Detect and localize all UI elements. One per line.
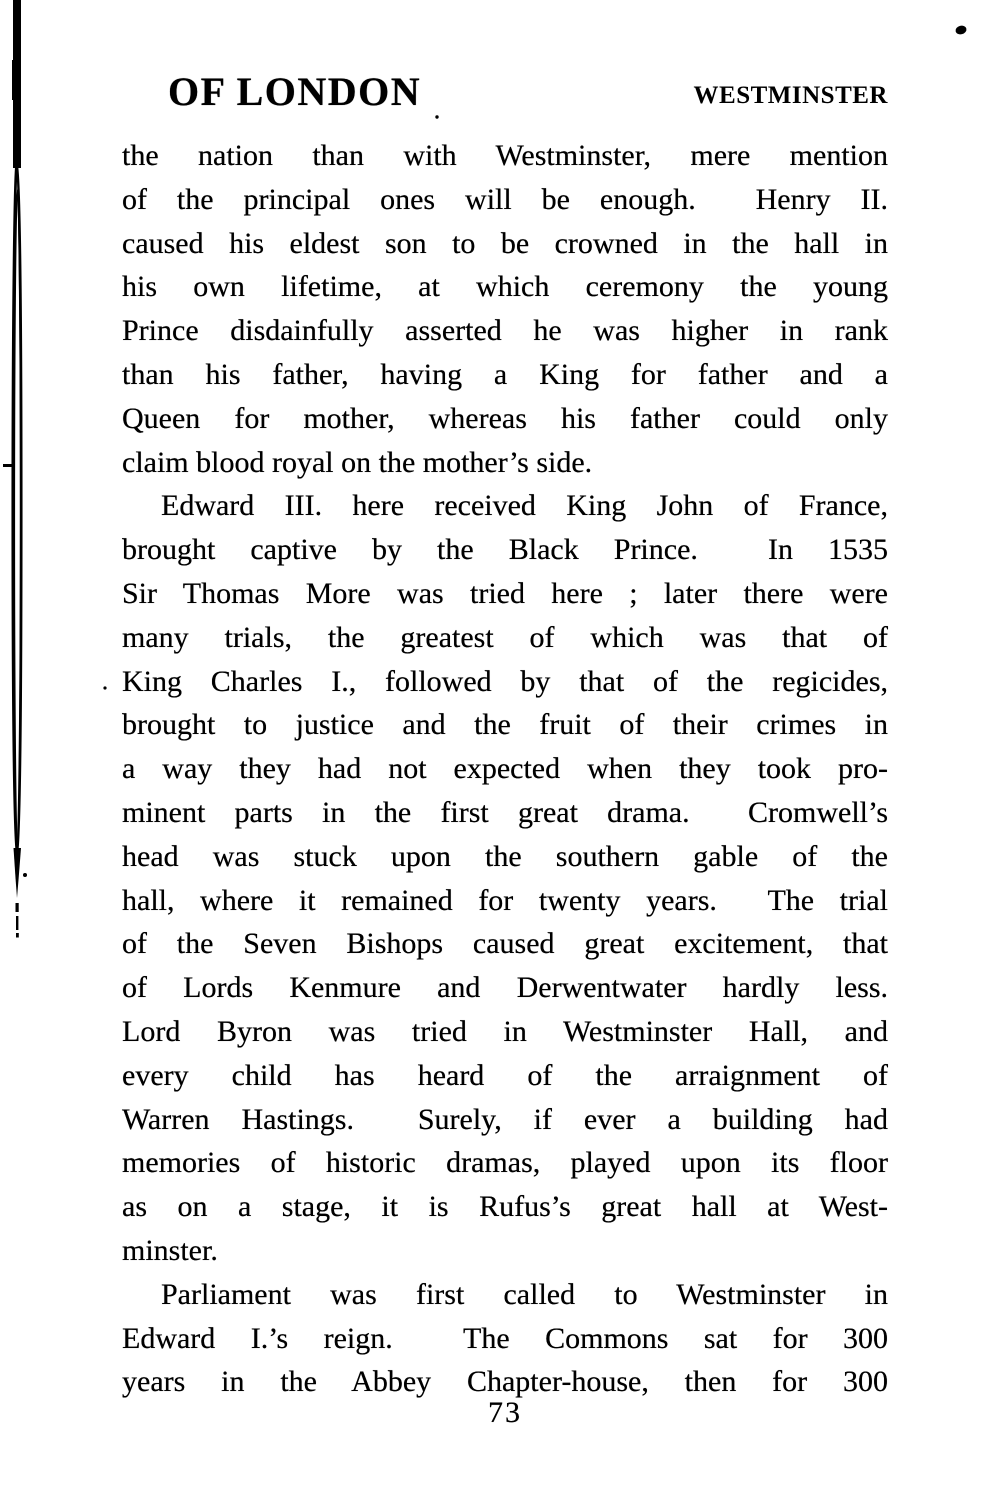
page-header-title: OF LONDON [168, 69, 422, 114]
text-line: Parliament was first called to Westminster in [161, 1277, 888, 1311]
text-line: as on a stage, it is Rufus’s great hall at West- [122, 1190, 888, 1224]
text-line: brought captive by the Black Prince. In 1535 [122, 533, 888, 567]
text-line: minster. [122, 1233, 218, 1267]
text-line: many trials, the greatest of which was that of [122, 620, 888, 654]
page-number: 73 [488, 1396, 522, 1429]
text-line: Edward I.’s reign. The Commons sat for 300 [122, 1321, 888, 1355]
text-line: than his father, having a King for father and a [122, 357, 888, 391]
paragraph [122, 1273, 888, 1404]
text-line: every child has heard of the arraignment of [122, 1058, 888, 1092]
text-line: caused his eldest son to be crowned in the hall in [122, 226, 888, 260]
text-line: Prince disdainfully asserted he was higher in rank [122, 314, 888, 348]
text-line: Queen for mother, whereas his father could only [122, 401, 888, 435]
text-line: Warren Hastings. Surely, if ever a building had [122, 1102, 888, 1136]
body-text [122, 134, 888, 1404]
running-head: WESTMINSTER [693, 82, 888, 109]
text-line: of Lords Kenmure and Derwentwater hardly less. [122, 971, 888, 1005]
text-line: Edward III. here received King John of France, [161, 489, 888, 523]
text-line: Lord Byron was tried in Westminster Hall, and [122, 1014, 888, 1048]
paragraph [122, 134, 888, 484]
text-line: hall, where it remained for twenty years. The trial [122, 883, 888, 917]
text-line: the nation than with Westminster, mere mention [122, 139, 888, 172]
text-line: King Charles I., followed by that of the regicides, [122, 664, 888, 698]
text-line: his own lifetime, at which ceremony the young [122, 270, 888, 304]
paragraph [122, 484, 888, 1272]
text-line: of the principal ones will be enough. Henry II. [122, 182, 888, 216]
text-line: memories of historic dramas, played upon its floor [122, 1146, 888, 1180]
text-line: years in the Abbey Chapter-house, then for 300 [122, 1365, 888, 1399]
text-line: a way they had not expected when they took pro- [122, 752, 888, 786]
text-line: head was stuck upon the southern gable of the [122, 839, 888, 873]
text-line: minent parts in the first great drama. Cromwell’s [122, 795, 888, 829]
text-line: claim blood royal on the mother’s side. [122, 445, 593, 479]
text-line: of the Seven Bishops caused great excitement, that [122, 927, 888, 961]
text-line: brought to justice and the fruit of their crimes in [122, 708, 888, 742]
text-line: Sir Thomas More was tried here ; later there were [122, 576, 888, 610]
